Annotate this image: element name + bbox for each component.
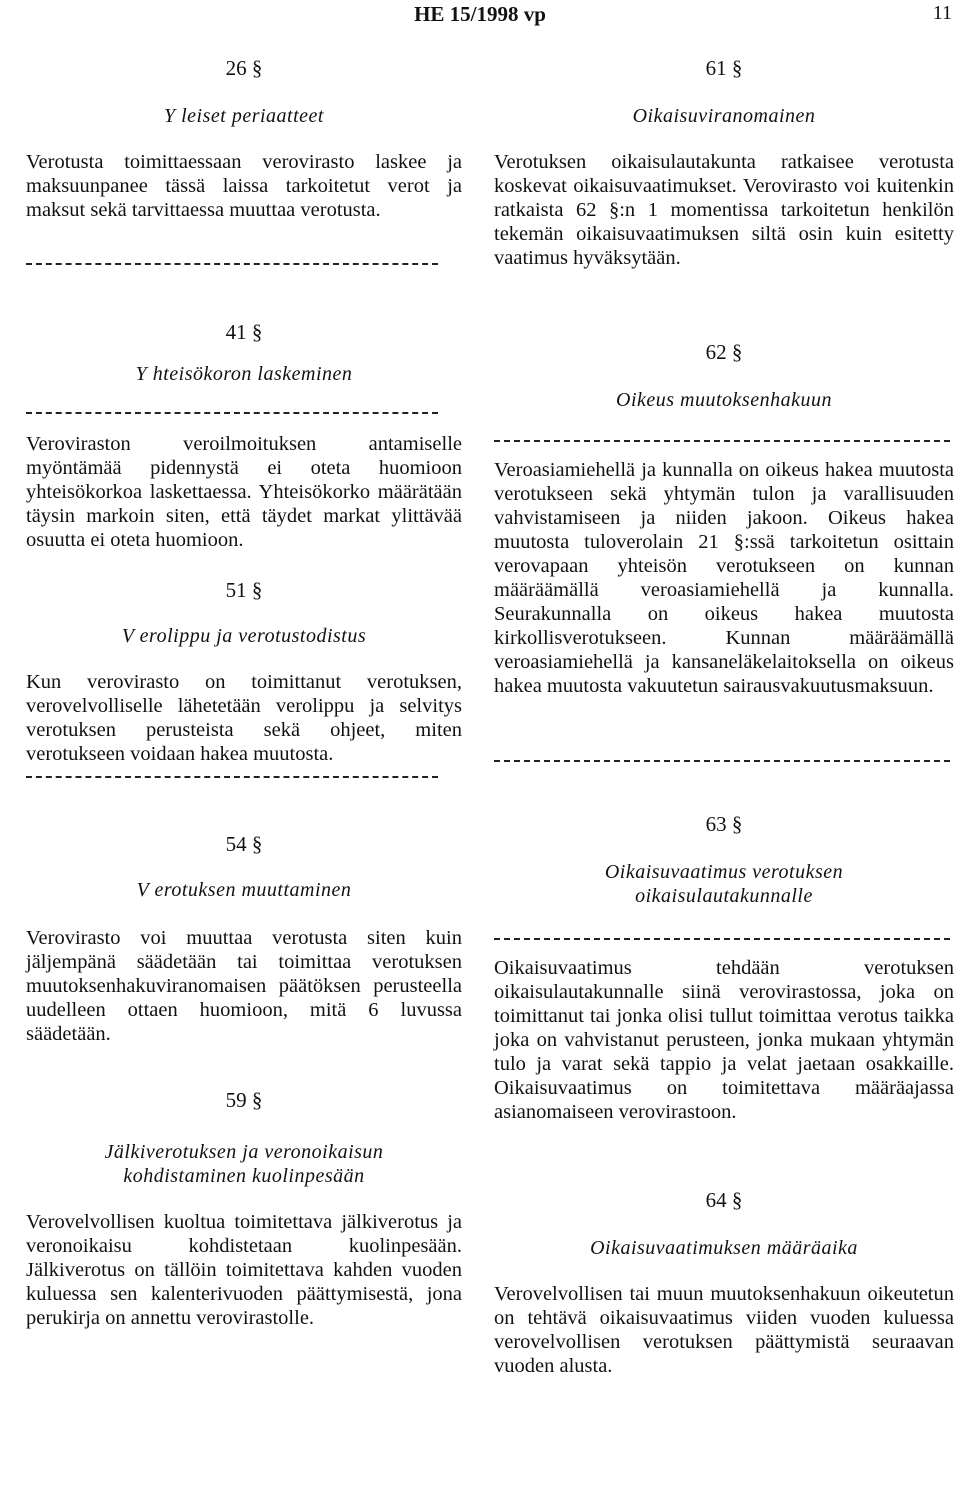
section-59-text: Verovelvollisen kuoltua toimitettava jälkiverotus ja veronoikaisu kohdistetaan kuolinpesään. Jälkiverotus on tällöin toimitettava kahden vuoden kuluessa sen kalenterivuoden päättymisestä, jona perukirja on annettu verovirastolle. [26,1211,462,1329]
left-column [26,0,462,1486]
section-51-text: Kun verovirasto on toimittanut verotuksen, verovelvolliselle lähetetään verolippu ja selvitys verotuksen perusteista sekä ohjeet, miten verotukseen voidaan hakea muutosta. [26,671,462,765]
section-62-number: 62 § [705,340,743,364]
section-59-title-line1: Jälkiverotuksen ja veronoikaisun [104,1141,384,1163]
omission-divider [26,776,438,778]
section-26-number: 26 § [225,56,263,80]
section-61-number: 61 § [705,56,743,80]
omission-divider [494,760,950,762]
section-54-number: 54 § [225,832,263,856]
section-63-title-line1: Oikaisuvaatimus verotuksen [604,861,844,883]
section-59-title-line2: kohdistaminen kuolinpesään [123,1165,365,1187]
section-64-title: Oikaisuvaatimuksen määräaika [590,1237,858,1259]
section-62-text: Veroasiamiehellä ja kunnalla on oikeus hakea muutosta verotukseen sekä yhtymän tulon ja varallisuuden vahvistamiseen ja niiden jakoon. Oikeus hakea muutosta tuloverolain 21 §:ssä tarkoitetun osittain verovapaan yhteisön verotukseen on kunnan määräämällä veroasiamiehellä ja kunnalla. Seurakunnalla on oikeus hakea muutosta kirkollisverotukseen. Kunnan määräämällä veroasiamiehellä ja kansaneläkelaitoksella on oikeus hakea muutosta vakuutetun sairausvakuutusmaksuun. [494,459,954,697]
right-column [494,0,954,1486]
section-41-title: Y hteisökoron laskeminen [135,363,353,385]
section-26-text: Verotusta toimittaessaan verovirasto laskee ja maksuunpanee tässä laissa tarkoitetut verot ja maksut sekä tarvittaessa muuttaa verotusta. [26,151,462,221]
omission-divider [494,440,950,442]
section-59-number: 59 § [225,1088,263,1112]
page-number: 11 [932,2,952,24]
section-63-title-line2: oikaisulautakunnalle [635,885,813,907]
section-61-title: Oikaisuviranomainen [632,105,816,127]
section-61-text: Verotuksen oikaisulautakunta ratkaisee verotusta koskevat oikaisuvaatimukset. Verovirasto voi kuitenkin ratkaista 62 §:n 1 momentissa tarkoitetun henkilön tekemän oikaisuvaatimuksen siltä osin kuin esitetty vaatimus hyväksytään. [494,151,954,269]
section-41-number: 41 § [225,320,263,344]
section-54-text: Verovirasto voi muuttaa verotusta siten kuin jäljempänä säädetään tai toimittaa verotuksen muutoksenhakuviranomaisen päätöksen perusteella uudelleen ottaen huomioon, mitä 6 luvussa säädetään. [26,927,462,1045]
section-54-title: V erotuksen muuttaminen [136,879,352,901]
section-63-number: 63 § [705,812,743,836]
omission-divider [26,412,438,414]
section-64-text: Verovelvollisen tai muun muutoksenhakuun oikeutetun on tehtävä oikaisuvaatimus viiden vuoden kuluessa verovelvollisen verotuksen päättymistä seuraavan vuoden alusta. [494,1283,954,1377]
omission-divider [26,263,438,265]
section-62-title: Oikeus muutoksenhakuun [616,389,832,411]
document-title: HE 15/1998 vp [414,2,546,26]
section-51-number: 51 § [225,578,263,602]
omission-divider [494,938,950,940]
section-64-number: 64 § [705,1188,743,1212]
section-26-title: Y leiset periaatteet [164,105,324,127]
section-51-title: V erolippu ja verotustodistus [121,625,367,647]
section-63-text: Oikaisuvaatimus tehdään verotuksen oikaisulautakunnalle siinä verovirastossa, joka on toimittanut tai jonka olisi tullut toimittaa verotus taikka joka on vahvistanut perusteen, jonka mukaan yhtymän tulo ja varat sekä tappio ja velat jaetaan osakkaille. Oikaisuvaatimus on toimitettava määräajassa asianomaiseen verovirastoon. [494,957,954,1123]
section-41-text: Veroviraston veroilmoituksen antamiselle myöntämää pidennystä ei oteta huomioon yhteisökorkoa laskettaessa. Yhteisökorko määrätään täysin markoin siten, että täydet markat ylittävää osuutta ei oteta huomioon. [26,433,462,551]
